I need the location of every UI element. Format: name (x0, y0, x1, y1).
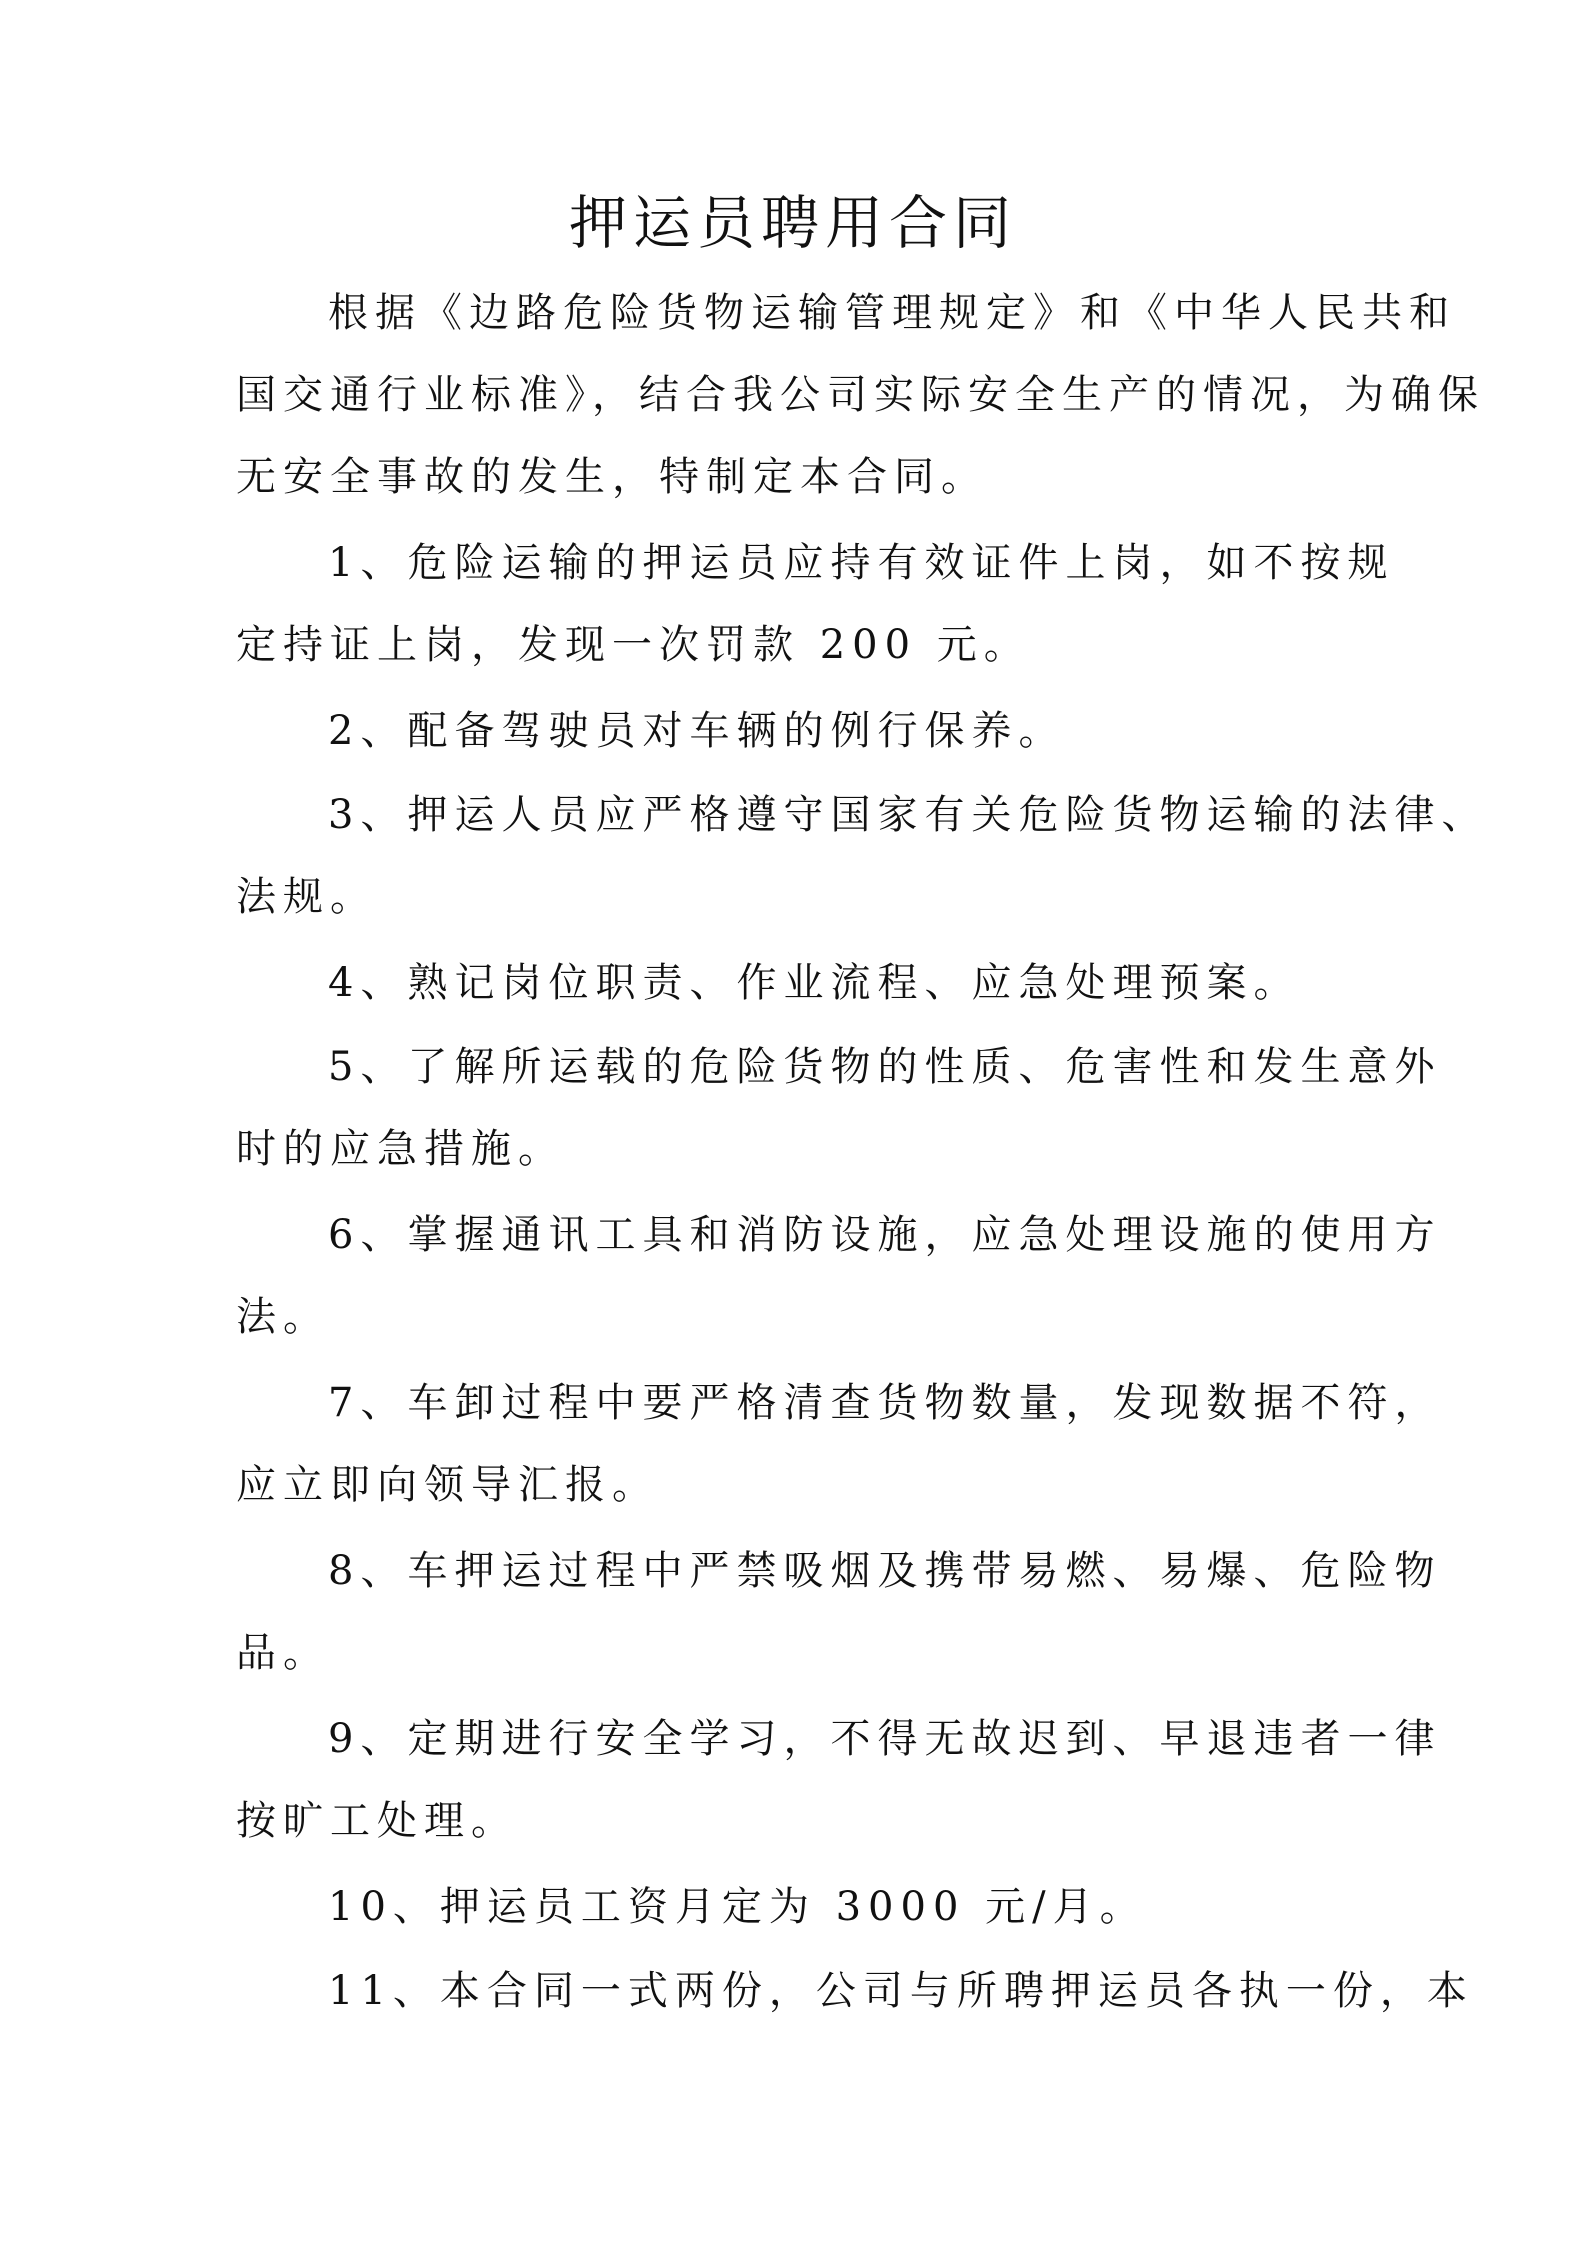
clause-9-line-1: 9、定期进行安全学习，不得无故迟到、早退违者一律 (328, 1716, 1442, 1762)
clause-2-line-1: 2、配备驾驶员对车辆的例行保养。 (328, 708, 1066, 754)
clause-1-line-2: 定持证上岗，发现一次罚款 200 元。 (236, 622, 1031, 668)
clause-5-line-2: 时的应急措施。 (236, 1126, 565, 1172)
preamble-line-1: 根据《边路危险货物运输管理规定》和《中华人民共和 (328, 290, 1456, 336)
document-title: 押运员聘用合同 (568, 189, 1017, 257)
clause-10-line-1: 10、押运员工资月定为 3000 元/月。 (328, 1884, 1147, 1930)
clause-3-line-1: 3、押运人员应严格遵守国家有关危险货物运输的法律、 (328, 792, 1489, 838)
preamble-line-2: 国交通行业标准》，结合我公司实际安全生产的情况，为确保 (236, 372, 1485, 418)
clause-9-line-2: 按旷工处理。 (236, 1798, 518, 1844)
clause-6-line-2: 法。 (236, 1294, 330, 1340)
clause-8-line-1: 8、车押运过程中严禁吸烟及携带易燃、易爆、危险物 (328, 1548, 1442, 1594)
clause-4-line-1: 4、熟记岗位职责、作业流程、应急处理预案。 (328, 960, 1301, 1006)
clause-7-line-1: 7、车卸过程中要严格清查货物数量，发现数据不符， (328, 1380, 1442, 1426)
clause-7-line-2: 应立即向领导汇报。 (236, 1462, 659, 1508)
clause-8-line-2: 品。 (236, 1630, 330, 1676)
clause-3-line-2: 法规。 (236, 874, 377, 920)
preamble-line-3: 无安全事故的发生，特制定本合同。 (236, 454, 988, 500)
clause-5-line-1: 5、了解所运载的危险货物的性质、危害性和发生意外 (328, 1044, 1442, 1090)
clause-6-line-1: 6、掌握通讯工具和消防设施，应急处理设施的使用方 (328, 1212, 1442, 1258)
clause-11-line-1: 11、本合同一式两份，公司与所聘押运员各执一份，本 (328, 1968, 1474, 2014)
clause-1-line-1: 1、危险运输的押运员应持有效证件上岗，如不按规 (328, 540, 1395, 586)
